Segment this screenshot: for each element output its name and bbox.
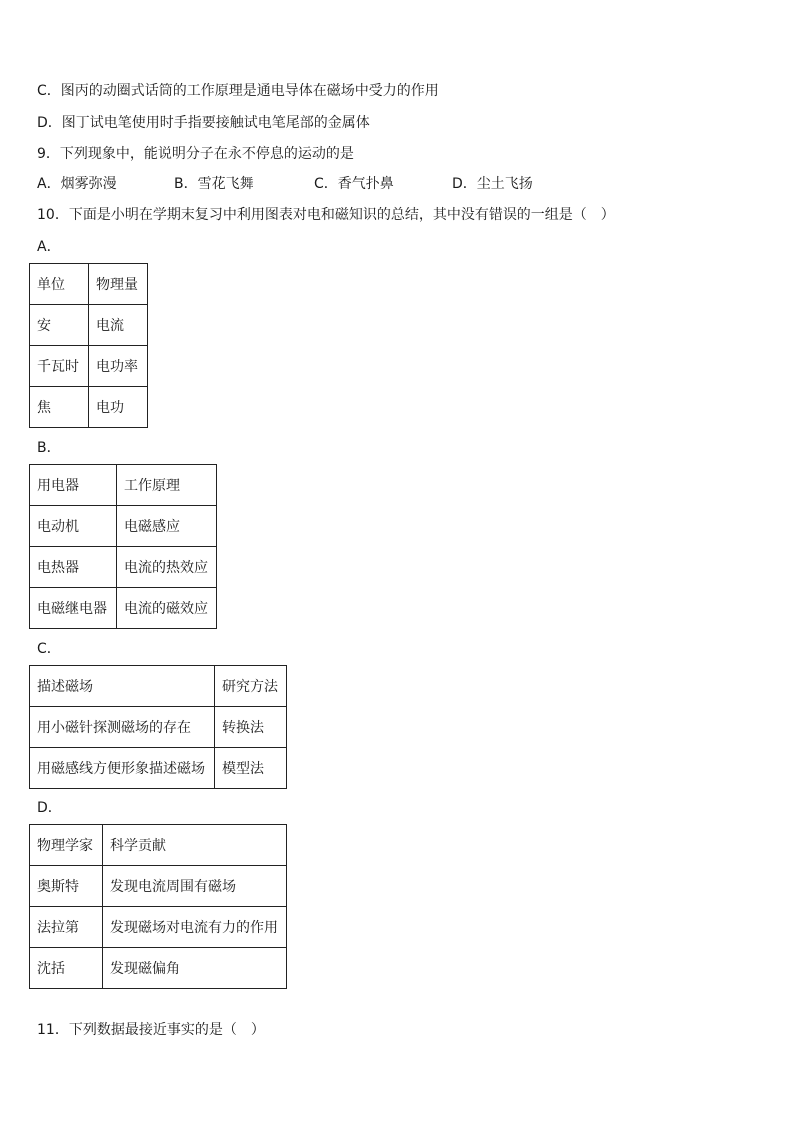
- table-cell: 千瓦时: [30, 346, 89, 387]
- table-row: [30, 346, 148, 387]
- table-cell: 电磁继电器: [30, 588, 117, 629]
- table-cell: 发现磁偏角: [103, 948, 287, 989]
- q10-option-c-label: C．: [37, 641, 61, 657]
- table-cell: 研究方法: [215, 666, 287, 707]
- table-cell: 电流的热效应: [117, 547, 217, 588]
- table-cell: 电动机: [30, 506, 117, 547]
- q9-option-d: D．尘土飞扬: [452, 176, 533, 192]
- table-cell: 单位: [30, 264, 89, 305]
- q10-table-d: [29, 824, 287, 989]
- table-cell: 沈括: [30, 948, 103, 989]
- table-row: [30, 387, 148, 428]
- table-cell: 工作原理: [117, 465, 217, 506]
- table-cell: 物理量: [89, 264, 148, 305]
- table-row: [30, 907, 287, 948]
- q11-question: 11．下列数据最接近事实的是（ ）: [37, 1022, 265, 1038]
- q8-option-c: C．图丙的动圈式话筒的工作原理是通电导体在磁场中受力的作用: [37, 83, 439, 99]
- table-cell: 模型法: [215, 748, 287, 789]
- q10-table-a: [29, 263, 148, 428]
- table-cell: 科学贡献: [103, 825, 287, 866]
- table-row: [30, 666, 287, 707]
- table-cell: 发现磁场对电流有力的作用: [103, 907, 287, 948]
- table-cell: 安: [30, 305, 89, 346]
- table-cell: 电功率: [89, 346, 148, 387]
- table-cell: 转换法: [215, 707, 287, 748]
- table-row: [30, 707, 287, 748]
- table-cell: 发现电流周围有磁场: [103, 866, 287, 907]
- table-row: [30, 305, 148, 346]
- table-row: [30, 588, 217, 629]
- q10-table-b: [29, 464, 217, 629]
- table-cell: 电流: [89, 305, 148, 346]
- table-row: [30, 506, 217, 547]
- table-cell: 电功: [89, 387, 148, 428]
- q8-option-d: D．图丁试电笔使用时手指要接触试电笔尾部的金属体: [37, 115, 370, 131]
- table-cell: 物理学家: [30, 825, 103, 866]
- table-row: [30, 748, 287, 789]
- q10-question: 10．下面是小明在学期末复习中利用图表对电和磁知识的总结，其中没有错误的一组是（ ）: [37, 207, 615, 223]
- table-cell: 用磁感线方便形象描述磁场: [30, 748, 215, 789]
- table-cell: 用小磁针探测磁场的存在: [30, 707, 215, 748]
- table-row: [30, 825, 287, 866]
- table-cell: 奥斯特: [30, 866, 103, 907]
- table-cell: 法拉第: [30, 907, 103, 948]
- q9-options: [37, 175, 597, 193]
- table-row: [30, 465, 217, 506]
- table-cell: 描述磁场: [30, 666, 215, 707]
- table-row: [30, 547, 217, 588]
- q9-option-a: A．烟雾弥漫: [37, 176, 117, 192]
- table-cell: 焦: [30, 387, 89, 428]
- table-cell: 电磁感应: [117, 506, 217, 547]
- q9-option-b: B．雪花飞舞: [174, 176, 254, 192]
- q9-question: 9．下列现象中，能说明分子在永不停息的运动的是: [37, 146, 354, 162]
- table-cell: 用电器: [30, 465, 117, 506]
- q9-option-c: C．香气扑鼻: [314, 176, 394, 192]
- table-cell: 电流的磁效应: [117, 588, 217, 629]
- table-row: [30, 866, 287, 907]
- table-row: [30, 948, 287, 989]
- q10-option-a-label: A．: [37, 239, 61, 255]
- q10-option-b-label: B．: [37, 440, 61, 456]
- q10-option-d-label: D．: [37, 800, 62, 816]
- table-cell: 电热器: [30, 547, 117, 588]
- q10-table-c: [29, 665, 287, 789]
- table-row: [30, 264, 148, 305]
